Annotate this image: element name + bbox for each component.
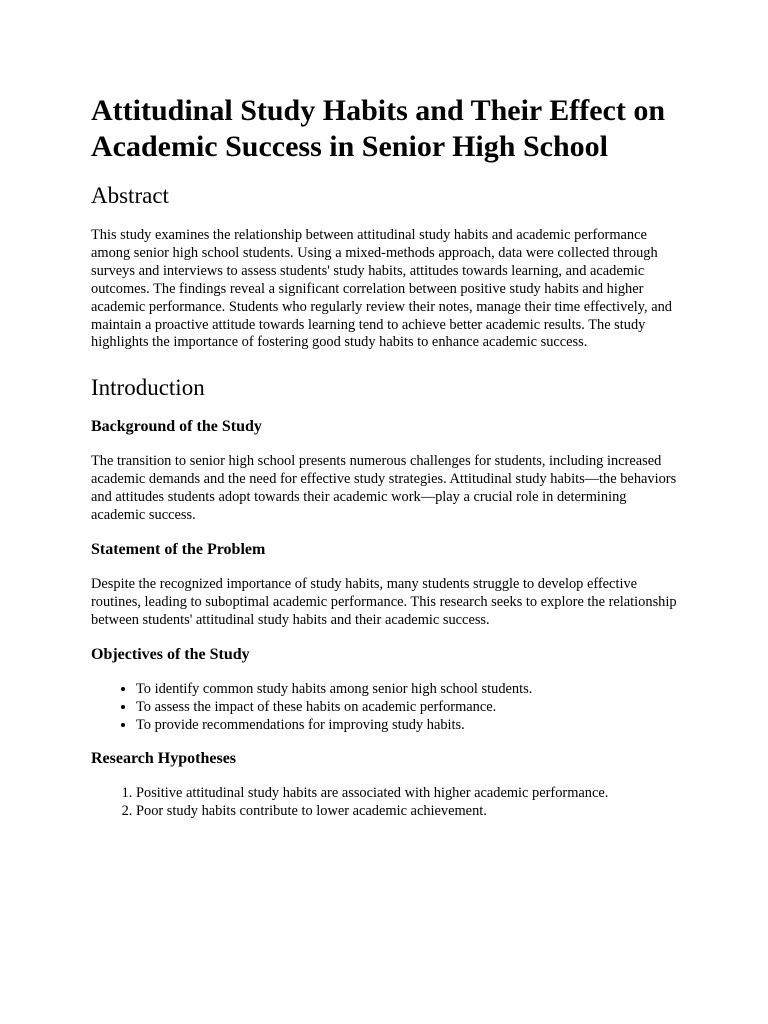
abstract-heading: Abstract	[91, 183, 169, 208]
objectives-heading: Objectives of the Study	[91, 645, 250, 663]
hypotheses-list	[91, 785, 681, 821]
objective-item: • To assess the impact of these habits on academic performance.	[136, 699, 681, 717]
hypotheses-heading: Research Hypotheses	[91, 750, 237, 768]
introduction-heading: Introduction	[91, 375, 205, 401]
problem-text: Despite the recognized importance of study habits, many students struggle to develop effective routines, leading to suboptimal academic performance. This research seeks to explore the relationship between students' attitudinal study habits and their academic success.	[91, 575, 677, 628]
background-heading: Background of the Study	[91, 418, 262, 436]
abstract-text: This study examines the relationship between attitudinal study habits and academic performance among senior high school students. Using a mixed-methods approach, data were collected through surveys and interviews to assess students' study habits, attitudes towards learning, and academic outcomes. The findings reveal a significant correlation between positive study habits and higher academic performance. Students who regularly review their notes, manage their time effectively, and maintain a proactive attitude towards learning tend to achieve better academic results. The study highlights the importance of fostering good study habits to enhance academic success.	[91, 227, 672, 351]
objective-item: • To identify common study habits among senior high school students.	[136, 681, 681, 699]
document-title: Attitudinal Study Habits and Their Effect on Academic Success in Senior High School	[91, 94, 665, 163]
background-text: The transition to senior high school presents numerous challenges for students, including increased academic demands and the need for effective study strategies. Attitudinal study habits—the behaviors and attitudes students adopt towards their academic work—play a crucial role in determining academic success.	[91, 453, 677, 524]
objectives-list	[91, 681, 681, 735]
hypothesis-item: 1. Positive attitudinal study habits are associated with higher academic performance.	[136, 785, 681, 803]
problem-heading: Statement of the Problem	[91, 540, 266, 558]
hypothesis-item: 2. Poor study habits contribute to lower academic achievement.	[136, 803, 681, 821]
objective-item: • To provide recommendations for improving study habits.	[136, 717, 681, 735]
document-page	[91, 93, 681, 821]
